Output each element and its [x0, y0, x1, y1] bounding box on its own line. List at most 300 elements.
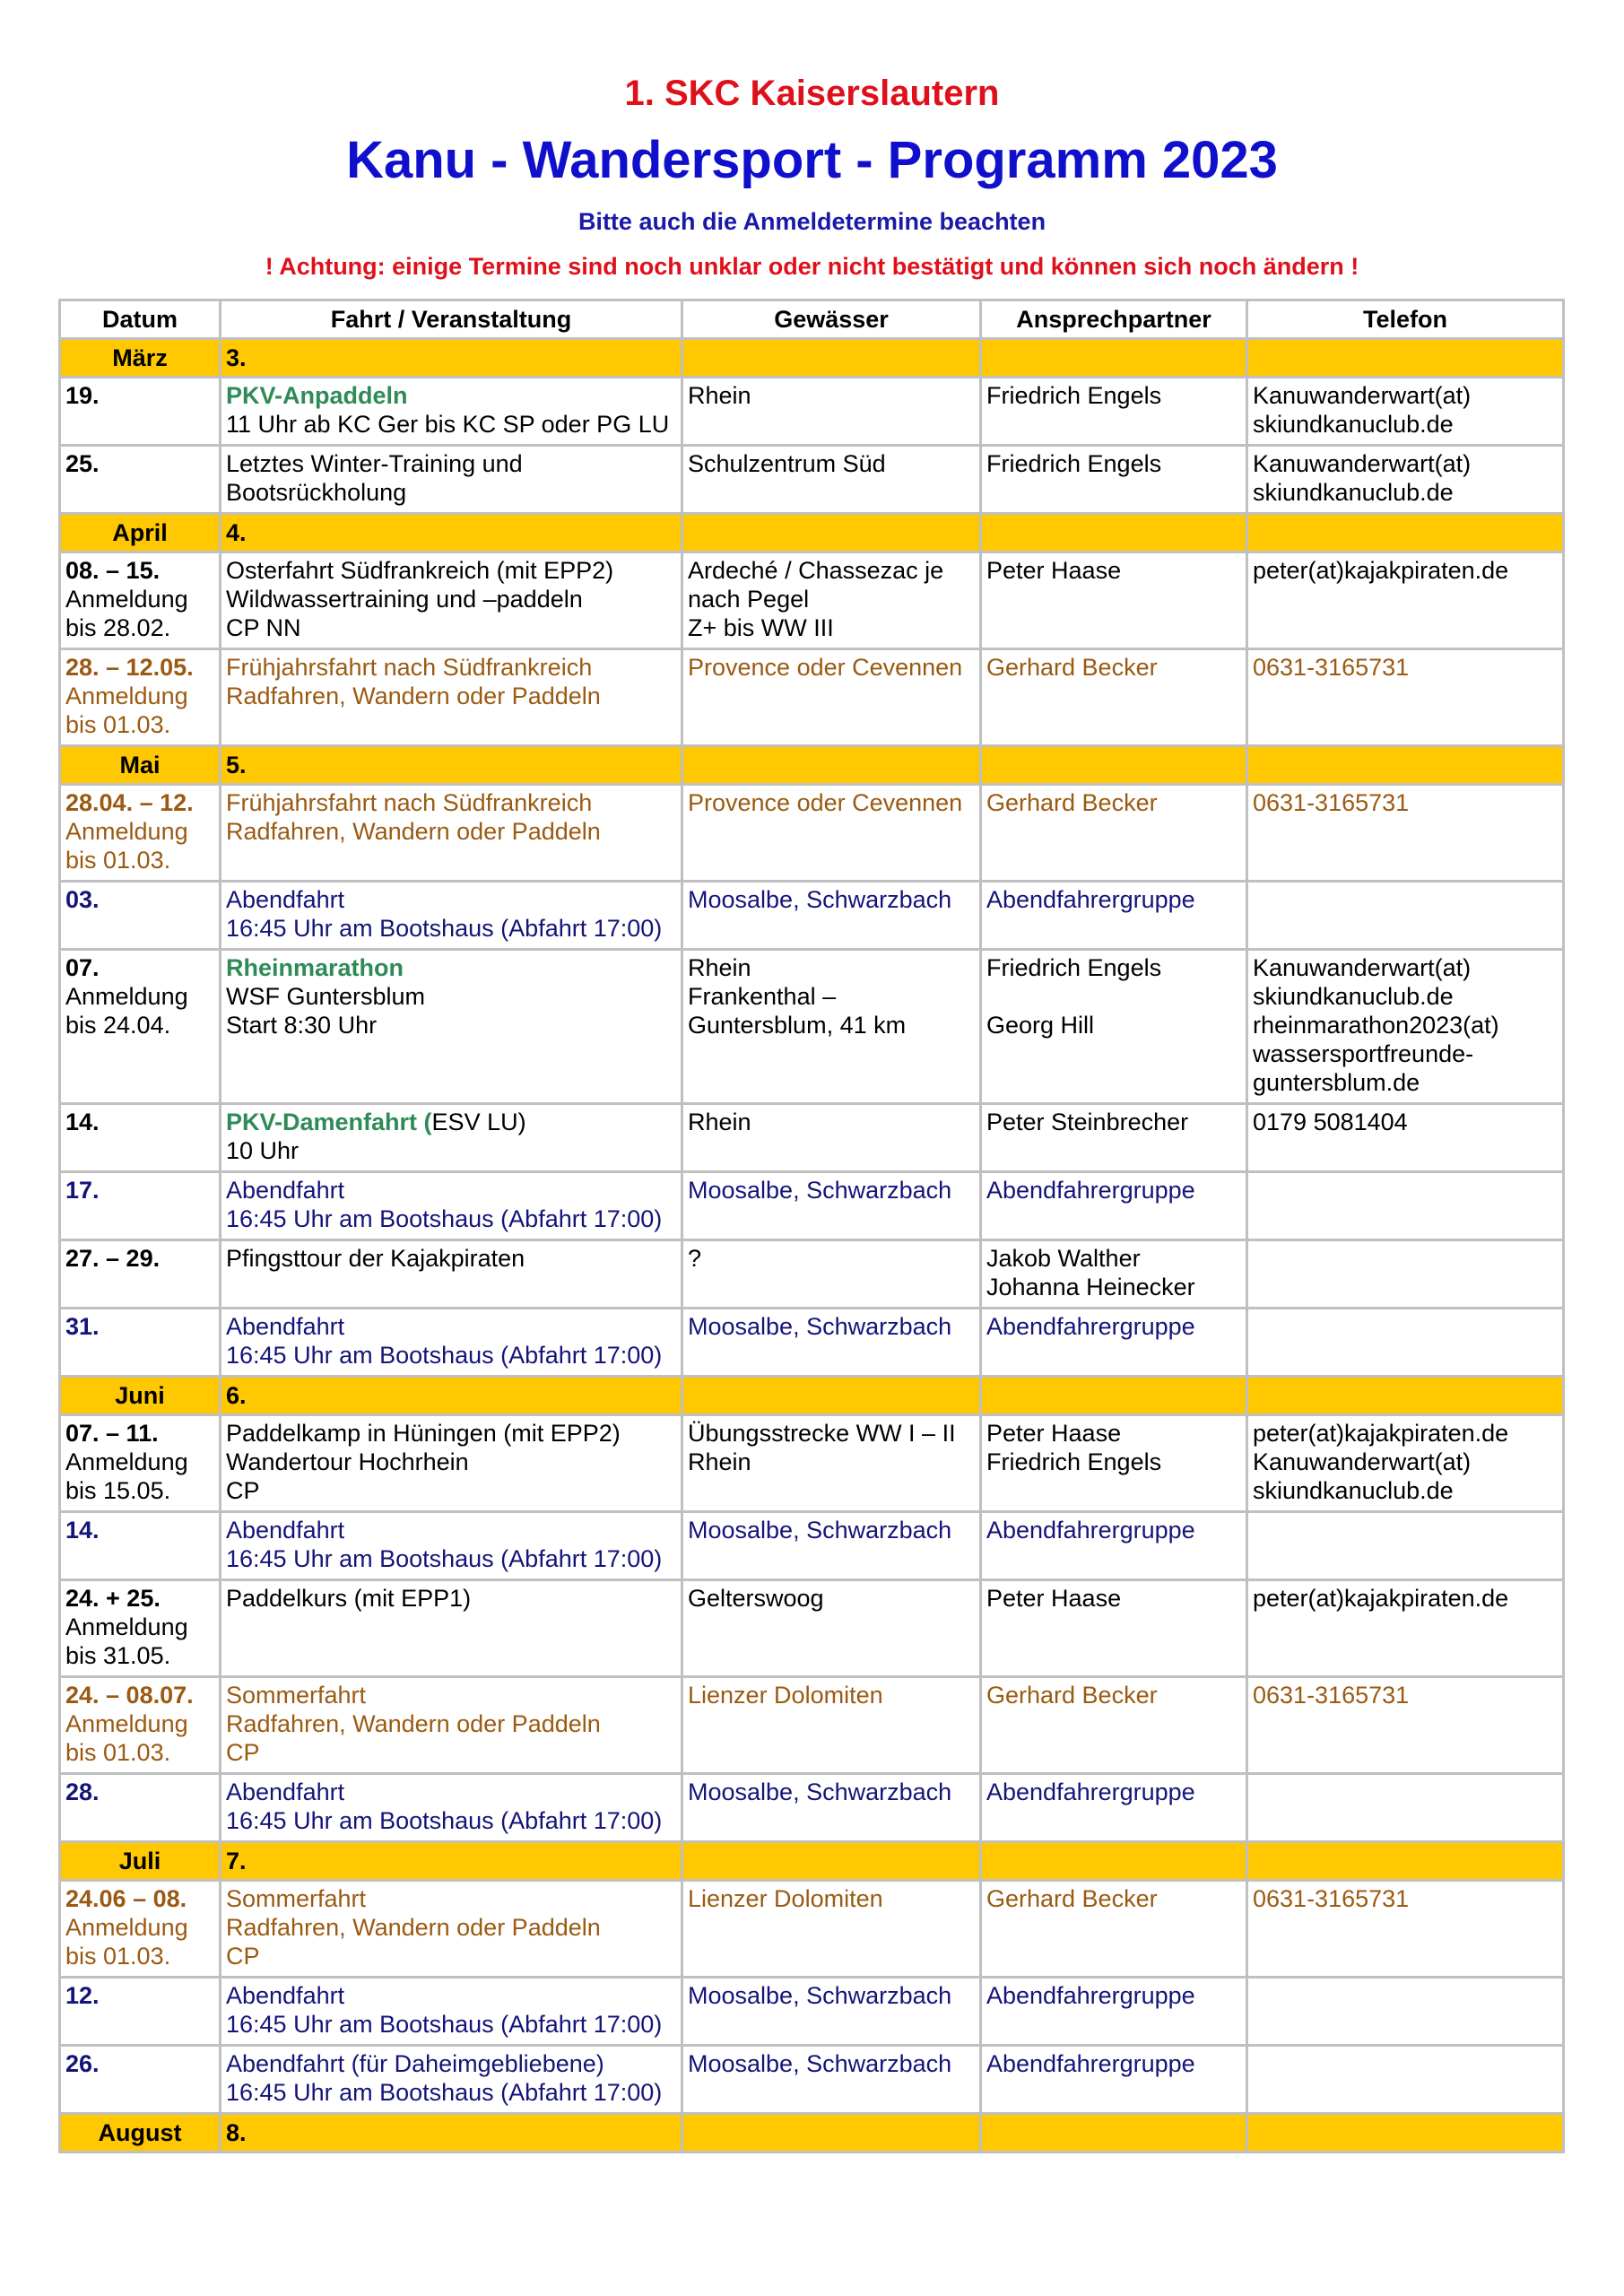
month-number: 6.	[221, 1378, 681, 1413]
cell-line: 12.	[65, 1982, 100, 2009]
fahrt-cell	[221, 1416, 681, 1510]
cell-line: Wandertour Hochrhein	[226, 1448, 469, 1475]
month-empty-cell	[982, 1843, 1246, 1879]
cell-line: Wildwassertraining und –paddeln	[226, 586, 583, 613]
event-row	[61, 1979, 1562, 2044]
fahrt-cell	[221, 650, 681, 744]
month-empty-cell	[1248, 2115, 1562, 2151]
month-name: April	[61, 515, 219, 551]
telefon-cell	[1248, 447, 1562, 512]
fahrt-cell	[221, 1979, 681, 2044]
cell-line: Georg Hill	[986, 1012, 1095, 1039]
cell-line: Frühjahrsfahrt nach Südfrankreich	[226, 789, 593, 816]
cell-line: 16:45 Uhr am Bootshaus (Abfahrt 17:00)	[226, 1205, 663, 1232]
cell-line: 16:45 Uhr am Bootshaus (Abfahrt 17:00)	[226, 2011, 663, 2038]
cell-line: Lienzer Dolomiten	[688, 1885, 883, 1912]
cell-line: 0631-3165731	[1253, 1682, 1410, 1709]
event-row	[61, 553, 1562, 648]
fahrt-cell	[221, 883, 681, 948]
fahrt-cell	[221, 447, 681, 512]
cell-line: 0631-3165731	[1253, 789, 1410, 816]
cell-line: Paddelkamp in Hüningen (mit EPP2)	[226, 1420, 621, 1447]
ansprechpartner-cell	[982, 883, 1246, 948]
fahrt-cell	[221, 2047, 681, 2112]
ansprechpartner-cell	[982, 1416, 1246, 1510]
cell-line: Moosalbe, Schwarzbach	[688, 2050, 952, 2077]
cell-line: Friedrich Engels	[986, 382, 1162, 409]
event-row	[61, 1416, 1562, 1510]
cell-line: 24. – 08.07.	[65, 1682, 194, 1709]
event-row	[61, 2047, 1562, 2112]
telefon-cell	[1248, 1105, 1562, 1170]
cell-line: Rhein	[688, 954, 751, 981]
cell-line: 08. – 15.	[65, 557, 161, 584]
cell-line: Peter Haase	[986, 1420, 1122, 1447]
ansprechpartner-cell	[982, 1241, 1246, 1307]
datum-cell	[61, 1775, 219, 1840]
cell-line: 31.	[65, 1313, 100, 1340]
gewaesser-cell	[683, 1105, 979, 1170]
datum-cell	[61, 1241, 219, 1307]
cell-line: Osterfahrt Südfrankreich (mit EPP2)	[226, 557, 614, 584]
telefon-cell	[1248, 1309, 1562, 1375]
ansprechpartner-cell	[982, 1581, 1246, 1675]
cell-line: Moosalbe, Schwarzbach	[688, 1779, 952, 1805]
fahrt-cell	[221, 1775, 681, 1840]
cell-line: Abendfahrergruppe	[986, 1517, 1195, 1544]
cell-line: CP	[226, 1477, 260, 1504]
ansprechpartner-cell	[982, 1513, 1246, 1578]
ansprechpartner-cell	[982, 1979, 1246, 2044]
month-name: Juni	[61, 1378, 219, 1413]
cell-line: 03.	[65, 886, 100, 913]
datum-cell	[61, 883, 219, 948]
cell-line: 28. – 12.05.	[65, 654, 194, 681]
gewaesser-cell	[683, 1979, 979, 2044]
cell-line: ?	[688, 1245, 702, 1272]
cell-line: Friedrich Engels	[986, 954, 1162, 981]
cell-line: bis 28.02.	[65, 614, 171, 641]
cell-line: Kanuwanderwart(at)	[1253, 954, 1472, 981]
cell-line: 24. + 25.	[65, 1585, 161, 1612]
cell-line: Paddelkurs (mit EPP1)	[226, 1585, 472, 1612]
cell-line: Anmeldung	[65, 983, 188, 1010]
month-name: März	[61, 340, 219, 376]
month-empty-cell	[1248, 340, 1562, 376]
ansprechpartner-cell	[982, 1173, 1246, 1239]
column-header-fahrt: Fahrt / Veranstaltung	[221, 301, 681, 337]
datum-cell	[61, 1513, 219, 1578]
cell-line: Abendfahrt	[226, 1313, 345, 1340]
telefon-cell	[1248, 1416, 1562, 1510]
event-row	[61, 1105, 1562, 1170]
gewaesser-cell	[683, 2047, 979, 2112]
cell-line: bis 01.03.	[65, 711, 171, 738]
month-name: Mai	[61, 747, 219, 783]
telefon-cell	[1248, 1979, 1562, 2044]
event-row	[61, 883, 1562, 948]
cell-line: Start 8:30 Uhr	[226, 1012, 378, 1039]
cell-line: skiundkanuclub.de	[1253, 411, 1454, 438]
cell-line: 0631-3165731	[1253, 1885, 1410, 1912]
cell-line: Guntersblum, 41 km	[688, 1012, 907, 1039]
cell-line: Ardeché / Chassezac je	[688, 557, 944, 584]
month-empty-cell	[683, 747, 979, 783]
cell-line: nach Pegel	[688, 586, 810, 613]
cell-line: Anmeldung	[65, 1710, 188, 1737]
fahrt-cell	[221, 378, 681, 444]
cell-line: bis 01.03.	[65, 1739, 171, 1766]
gewaesser-cell	[683, 1513, 979, 1578]
datum-cell	[61, 447, 219, 512]
month-empty-cell	[1248, 1378, 1562, 1413]
month-empty-cell	[1248, 747, 1562, 783]
cell-line: CP	[226, 1943, 260, 1970]
telefon-cell	[1248, 553, 1562, 648]
cell-line: Anmeldung	[65, 1613, 188, 1640]
cell-line: Gerhard Becker	[986, 654, 1158, 681]
cell-line: Bootsrückholung	[226, 479, 407, 506]
cell-line: 16:45 Uhr am Bootshaus (Abfahrt 17:00)	[226, 1807, 663, 1834]
ansprechpartner-cell	[982, 1678, 1246, 1772]
fahrt-cell	[221, 1581, 681, 1675]
gewaesser-cell	[683, 1416, 979, 1510]
cell-line: Abendfahrt	[226, 1779, 345, 1805]
ansprechpartner-cell	[982, 1882, 1246, 1976]
gewaesser-cell	[683, 1882, 979, 1976]
cell-line: Abendfahrt	[226, 1982, 345, 2009]
month-empty-cell	[683, 515, 979, 551]
fahrt-cell	[221, 553, 681, 648]
cell-line: 07. – 11.	[65, 1420, 159, 1447]
cell-line: Frankenthal –	[688, 983, 837, 1010]
cell-line: Radfahren, Wandern oder Paddeln	[226, 1914, 601, 1941]
cell-line: Abendfahrt (für Daheimgebliebene)	[226, 2050, 604, 2077]
cell-line: Letztes Winter-Training und	[226, 450, 523, 477]
month-row	[61, 2115, 1562, 2151]
gewaesser-cell	[683, 1678, 979, 1772]
cell-line: guntersblum.de	[1253, 1069, 1420, 1096]
cell-line: peter(at)kajakpiraten.de	[1253, 1585, 1509, 1612]
cell-line: Abendfahrt	[226, 886, 345, 913]
cell-line: 16:45 Uhr am Bootshaus (Abfahrt 17:00)	[226, 1342, 663, 1369]
month-empty-cell	[982, 2115, 1246, 2151]
cell-line: Peter Haase	[986, 557, 1122, 584]
cell-line: Friedrich Engels	[986, 1448, 1162, 1475]
cell-line: Übungsstrecke WW I – II	[688, 1420, 956, 1447]
cell-line: Rhein	[688, 1448, 751, 1475]
event-row	[61, 1882, 1562, 1976]
datum-cell	[61, 2047, 219, 2112]
cell-line: bis 15.05.	[65, 1477, 171, 1504]
cell-line: Anmeldung	[65, 1448, 188, 1475]
column-header-datum: Datum	[61, 301, 219, 337]
event-row	[61, 951, 1562, 1102]
cell-line: Provence oder Cevennen	[688, 654, 963, 681]
cell-line	[986, 982, 1241, 1011]
cell-line: peter(at)kajakpiraten.de	[1253, 557, 1509, 584]
month-empty-cell	[683, 340, 979, 376]
month-name: August	[61, 2115, 219, 2151]
column-header-gewaesser: Gewässer	[683, 301, 979, 337]
fahrt-cell	[221, 786, 681, 880]
gewaesser-cell	[683, 1241, 979, 1307]
cell-line: 10 Uhr	[226, 1137, 300, 1164]
cell-line: Lienzer Dolomiten	[688, 1682, 883, 1709]
cell-line: Jakob Walther	[986, 1245, 1141, 1272]
cell-line: Moosalbe, Schwarzbach	[688, 1982, 952, 2009]
month-row	[61, 515, 1562, 551]
program-table	[58, 299, 1565, 2153]
cell-line: 14.	[65, 1109, 100, 1135]
month-number: 8.	[221, 2115, 681, 2151]
warning-notice: ! Achtung: einige Termine sind noch unklar oder nicht bestätigt und können sich noch ändern !	[265, 253, 1359, 280]
cell-line: 0179 5081404	[1253, 1109, 1408, 1135]
month-row	[61, 747, 1562, 783]
telefon-cell	[1248, 786, 1562, 880]
cell-line: 16:45 Uhr am Bootshaus (Abfahrt 17:00)	[226, 915, 663, 942]
cell-line: Anmeldung	[65, 683, 188, 709]
cell-line: Abendfahrergruppe	[986, 1177, 1195, 1204]
cell-line: Peter Steinbrecher	[986, 1109, 1189, 1135]
event-row	[61, 378, 1562, 444]
column-header-telefon: Telefon	[1248, 301, 1562, 337]
cell-line: peter(at)kajakpiraten.de	[1253, 1420, 1509, 1447]
ansprechpartner-cell	[982, 447, 1246, 512]
cell-line: Rhein	[688, 1109, 751, 1135]
registration-hint: Bitte auch die Anmeldetermine beachten	[578, 208, 1046, 235]
cell-line: Abendfahrergruppe	[986, 886, 1195, 913]
cell-line: 19.	[65, 382, 100, 409]
cell-line: Pfingsttour der Kajakpiraten	[226, 1245, 525, 1272]
cell-line: Peter Haase	[986, 1585, 1122, 1612]
cell-line: skiundkanuclub.de	[1253, 479, 1454, 506]
cell-line: PKV-Anpaddeln	[226, 382, 408, 409]
event-row	[61, 1173, 1562, 1239]
datum-cell	[61, 1105, 219, 1170]
month-row	[61, 1378, 1562, 1413]
telefon-cell	[1248, 2047, 1562, 2112]
cell-line: CP	[226, 1739, 260, 1766]
datum-cell	[61, 1979, 219, 2044]
event-row	[61, 650, 1562, 744]
cell-line: rheinmarathon2023(at)	[1253, 1012, 1499, 1039]
datum-cell	[61, 1173, 219, 1239]
cell-line: 11 Uhr ab KC Ger bis KC SP oder PG LU	[226, 411, 670, 438]
cell-line: 27. – 29.	[65, 1245, 161, 1272]
cell-line: bis 31.05.	[65, 1642, 171, 1669]
cell-line: Abendfahrt	[226, 1177, 345, 1204]
telefon-cell	[1248, 1241, 1562, 1307]
month-empty-cell	[1248, 1843, 1562, 1879]
telefon-cell	[1248, 1678, 1562, 1772]
month-number: 3.	[221, 340, 681, 376]
month-number: 5.	[221, 747, 681, 783]
datum-cell	[61, 786, 219, 880]
telefon-cell	[1248, 378, 1562, 444]
cell-line: 07.	[65, 954, 100, 981]
cell-line: Abendfahrergruppe	[986, 1779, 1195, 1805]
telefon-cell	[1248, 951, 1562, 1102]
cell-line: Gerhard Becker	[986, 789, 1158, 816]
cell-line: 24.06 – 08.	[65, 1885, 187, 1912]
cell-line: skiundkanuclub.de	[1253, 983, 1454, 1010]
cell-line: Kanuwanderwart(at)	[1253, 450, 1472, 477]
fahrt-cell	[221, 1309, 681, 1375]
fahrt-cell	[221, 1241, 681, 1307]
gewaesser-cell	[683, 883, 979, 948]
cell-line: Anmeldung	[65, 1914, 188, 1941]
month-empty-cell	[683, 1843, 979, 1879]
cell-line: Frühjahrsfahrt nach Südfrankreich	[226, 654, 593, 681]
fahrt-cell	[221, 1678, 681, 1772]
month-empty-cell	[982, 747, 1246, 783]
cell-line: 17.	[65, 1177, 100, 1204]
cell-line: Sommerfahrt	[226, 1885, 367, 1912]
telefon-cell	[1248, 1882, 1562, 1976]
gewaesser-cell	[683, 447, 979, 512]
cell-line: 28.04. – 12.	[65, 789, 194, 816]
cell-line: Schulzentrum Süd	[688, 450, 886, 477]
ansprechpartner-cell	[982, 1105, 1246, 1170]
gewaesser-cell	[683, 1309, 979, 1375]
cell-text: ESV LU)	[431, 1109, 526, 1135]
cell-line: 0631-3165731	[1253, 654, 1410, 681]
cell-line: Provence oder Cevennen	[688, 789, 963, 816]
month-empty-cell	[982, 1378, 1246, 1413]
fahrt-cell	[221, 1105, 681, 1170]
event-row	[61, 1678, 1562, 1772]
cell-line: 28.	[65, 1779, 100, 1805]
datum-cell	[61, 951, 219, 1102]
cell-line: Abendfahrergruppe	[986, 1313, 1195, 1340]
event-row	[61, 447, 1562, 512]
month-name: Juli	[61, 1843, 219, 1879]
cell-line: 14.	[65, 1517, 100, 1544]
cell-line: Radfahren, Wandern oder Paddeln	[226, 683, 601, 709]
fahrt-cell	[221, 951, 681, 1102]
month-empty-cell	[1248, 515, 1562, 551]
datum-cell	[61, 1416, 219, 1510]
month-empty-cell	[683, 1378, 979, 1413]
telefon-cell	[1248, 883, 1562, 948]
ansprechpartner-cell	[982, 1775, 1246, 1840]
cell-line: 16:45 Uhr am Bootshaus (Abfahrt 17:00)	[226, 2079, 663, 2106]
ansprechpartner-cell	[982, 650, 1246, 744]
cell-line: Abendfahrergruppe	[986, 2050, 1195, 2077]
cell-line: Kanuwanderwart(at)	[1253, 382, 1472, 409]
cell-line: Gerhard Becker	[986, 1885, 1158, 1912]
event-row	[61, 786, 1562, 880]
telefon-cell	[1248, 1775, 1562, 1840]
datum-cell	[61, 1882, 219, 1976]
cell-line: Moosalbe, Schwarzbach	[688, 1517, 952, 1544]
datum-cell	[61, 1678, 219, 1772]
column-header-ansprechpartner: Ansprechpartner	[982, 301, 1246, 337]
cell-line: Abendfahrergruppe	[986, 1982, 1195, 2009]
gewaesser-cell	[683, 378, 979, 444]
cell-line: wassersportfreunde-	[1253, 1040, 1474, 1067]
cell-line: Anmeldung	[65, 586, 188, 613]
ansprechpartner-cell	[982, 786, 1246, 880]
cell-line: Anmeldung	[65, 818, 188, 845]
gewaesser-cell	[683, 1581, 979, 1675]
ansprechpartner-cell	[982, 1309, 1246, 1375]
month-number: 7.	[221, 1843, 681, 1879]
cell-line: Rheinmarathon	[226, 954, 404, 981]
telefon-cell	[1248, 650, 1562, 744]
cell-line: 25.	[65, 450, 100, 477]
cell-line: Gelterswoog	[688, 1585, 824, 1612]
month-row	[61, 340, 1562, 376]
cell-line: Moosalbe, Schwarzbach	[688, 886, 952, 913]
cell-line: Rhein	[688, 382, 751, 409]
cell-line: bis 01.03.	[65, 847, 171, 874]
page-title: Kanu - Wandersport - Programm 2023	[346, 131, 1278, 189]
cell-line: CP NN	[226, 614, 301, 641]
gewaesser-cell	[683, 1775, 979, 1840]
cell-line: Z+ bis WW III	[688, 614, 834, 641]
datum-cell	[61, 553, 219, 648]
month-empty-cell	[683, 2115, 979, 2151]
cell-line: Friedrich Engels	[986, 450, 1162, 477]
gewaesser-cell	[683, 951, 979, 1102]
cell-line: bis 01.03.	[65, 1943, 171, 1970]
club-name: 1. SKC Kaiserslautern	[624, 74, 1000, 113]
datum-cell	[61, 1309, 219, 1375]
ansprechpartner-cell	[982, 951, 1246, 1102]
cell-line: skiundkanuclub.de	[1253, 1477, 1454, 1504]
fahrt-cell	[221, 1173, 681, 1239]
event-row	[61, 1513, 1562, 1578]
datum-cell	[61, 650, 219, 744]
cell-line: Abendfahrt	[226, 1517, 345, 1544]
cell-line: WSF Guntersblum	[226, 983, 426, 1010]
cell-line: Kanuwanderwart(at)	[1253, 1448, 1472, 1475]
cell-line: Moosalbe, Schwarzbach	[688, 1177, 952, 1204]
fahrt-cell	[221, 1882, 681, 1976]
month-empty-cell	[982, 515, 1246, 551]
cell-line: Moosalbe, Schwarzbach	[688, 1313, 952, 1340]
cell-line: Radfahren, Wandern oder Paddeln	[226, 818, 601, 845]
datum-cell	[61, 378, 219, 444]
cell-line: 16:45 Uhr am Bootshaus (Abfahrt 17:00)	[226, 1545, 663, 1572]
cell-line: Sommerfahrt	[226, 1682, 367, 1709]
cell-line: bis 24.04.	[65, 1012, 171, 1039]
event-row	[61, 1581, 1562, 1675]
cell-line: Gerhard Becker	[986, 1682, 1158, 1709]
gewaesser-cell	[683, 650, 979, 744]
month-row	[61, 1843, 1562, 1879]
cell-line	[226, 1108, 676, 1136]
cell-line: 26.	[65, 2050, 100, 2077]
fahrt-cell	[221, 1513, 681, 1578]
table-header-row	[61, 301, 1562, 337]
event-row	[61, 1309, 1562, 1375]
telefon-cell	[1248, 1173, 1562, 1239]
datum-cell	[61, 1581, 219, 1675]
month-number: 4.	[221, 515, 681, 551]
telefon-cell	[1248, 1581, 1562, 1675]
cell-line: Johanna Heinecker	[986, 1274, 1195, 1300]
ansprechpartner-cell	[982, 378, 1246, 444]
event-row	[61, 1775, 1562, 1840]
month-empty-cell	[982, 340, 1246, 376]
cell-line: Radfahren, Wandern oder Paddeln	[226, 1710, 601, 1737]
event-row	[61, 1241, 1562, 1307]
cell-text: PKV-Damenfahrt (	[226, 1109, 432, 1135]
ansprechpartner-cell	[982, 2047, 1246, 2112]
